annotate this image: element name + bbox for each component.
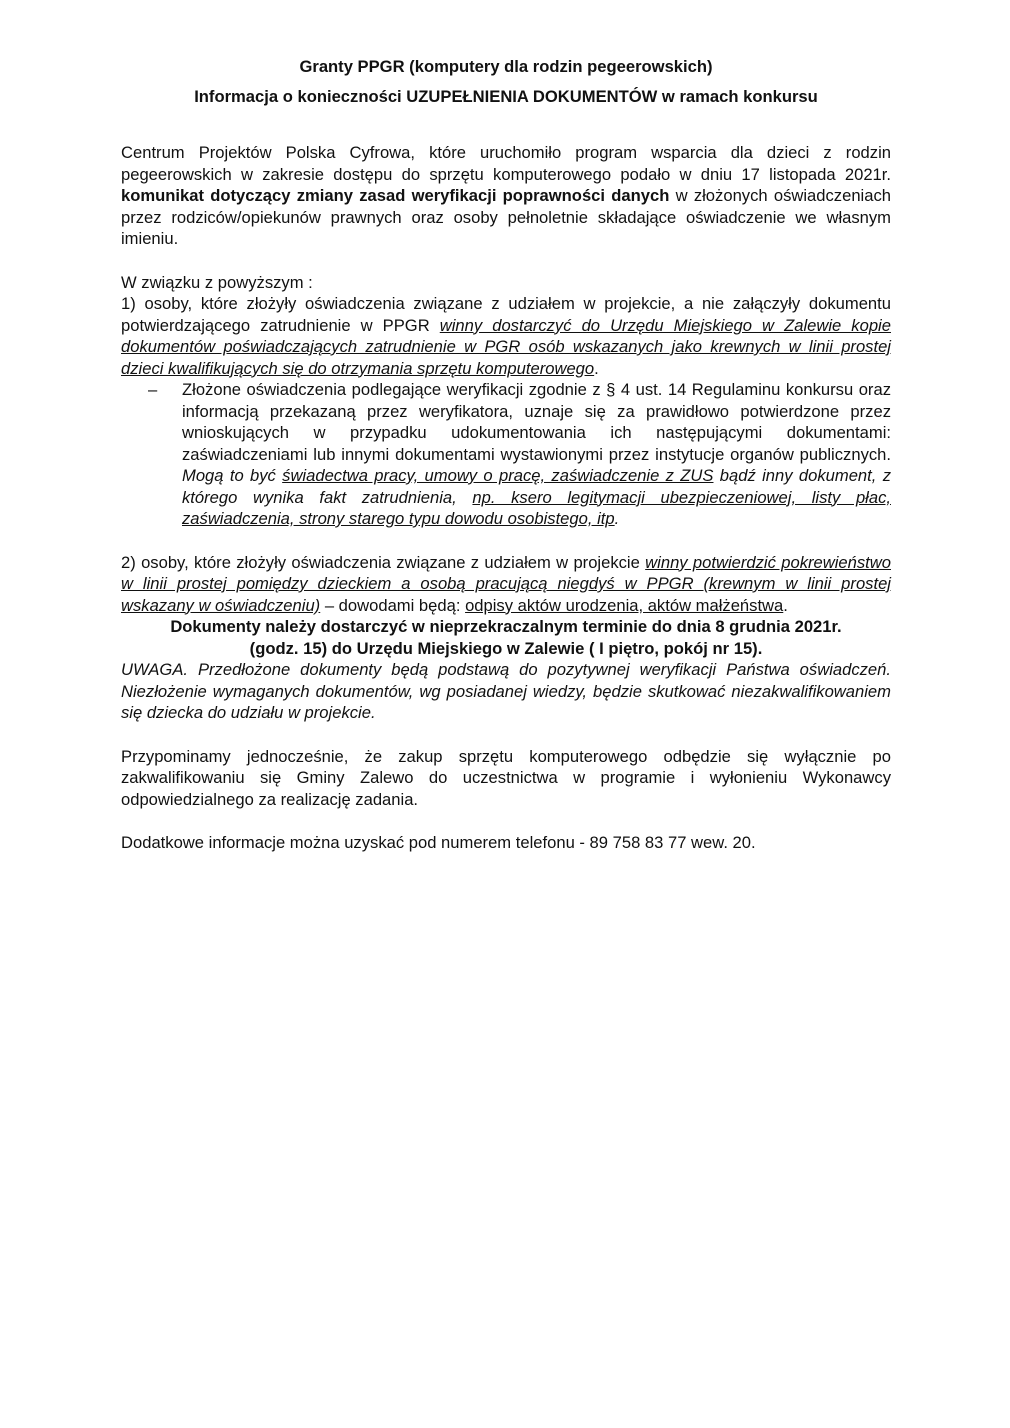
document-title: Granty PPGR (komputery dla rodzin pegeerowskich) <box>299 57 713 76</box>
reminder-paragraph: Przypominamy jednocześnie, że zakup sprzętu komputerowego odbędzie się wyłącznie po zakwalifikowaniu się Gminy Zalewo do uczestnictwa w programie i wyłonieniu Wykonawcy odpowiedzialnego za realizację zadania. <box>121 746 891 809</box>
point1-text-3: . <box>594 358 599 378</box>
contact-paragraph: Dodatkowe informacje można uzyskać pod numerem telefonu - 89 758 83 77 wew. 20. <box>121 833 756 852</box>
intro-paragraph <box>121 142 891 250</box>
bullet-text-6: . <box>614 509 620 528</box>
point1-paragraph <box>121 293 891 379</box>
bullet-text-1: Złożone oświadczenia podlegające weryfikacji zgodnie z § 4 ust. 14 Regulaminu konkursu oraz informacją przekazaną przez weryfikatora, uznaje się za prawidłowo potwierdzone przez wnioskujących w przypadku udokumentowania ich następującymi dokumentami: zaświadczeniami lub innymi dokumentami wystawionymi przez instytucje organów publicznych. <box>182 380 891 464</box>
bullet-text-4: bądź inny dokument, z którego wynika fakt zatrudnienia, <box>182 466 891 507</box>
intro-text-1: Centrum Projektów Polska Cyfrowa, które uruchomiło program wsparcia dla dzieci z rodzin pegeerowskich w zakresie dostępu do sprzętu komputerowego podało w dniu 17 listopada 2021r. <box>121 143 891 184</box>
bullet-text-2: Mogą to być <box>182 466 283 485</box>
point1-text-1: 1) osoby, które złożyły oświadczenia związane z udziałem w projekcie, a nie załączyły dokumentu potwierdzającego zatrudnienie w PPGR <box>121 294 891 335</box>
point2-paragraph <box>121 552 891 617</box>
point1-lead: W związku z powyższym : <box>121 272 313 292</box>
deadline-line-1: Dokumenty należy dostarczyć w nieprzekraczalnym terminie do dnia 8 grudnia 2021r. <box>170 617 842 636</box>
document-content <box>121 56 891 854</box>
intro-bold-announcement: komunikat dotyczący zmiany zasad weryfikacji poprawności danych <box>121 186 670 205</box>
point1-requirement: winny dostarczyć do Urzędu Miejskiego w Zalewie kopie dokumentów poświadczających zatrudnienie w PGR osób wskazanych jako krewnych w linii prostej dzieci kwalifikujących się do otrzymania sprzętu komputerowego <box>121 315 891 378</box>
intro-text-3: w złożonych oświadczeniach przez rodziców/opiekunów prawnych oraz osoby pełnoletnie składające oświadczenie we własnym imieniu. <box>121 186 892 248</box>
point2-requirement: winny potwierdzić pokrewieństwo w linii prostej pomiędzy dzieckiem a osobą pracującą niegdyś w PPGR (krewnym w linii prostej wskazany w oświadczeniu) <box>121 552 891 615</box>
warning-paragraph: UWAGA. Przedłożone dokumenty będą podstawą do pozytywnej weryfikacji Państwa oświadczeń. Niezłożenie wymaganych dokumentów, wg posiadanej wiedzy, będzie skutkować niezakwalifikowaniem się dziecka do udziału w projekcie. <box>121 660 891 722</box>
point2-text-1: 2) osoby, które złożyły oświadczenia związane z udziałem w projekcie <box>121 552 646 572</box>
bullet-examples: np. ksero legitymacji ubezpieczeniowej, listy płac, zaświadczenia, strony starego typu dowodu osobistego, itp <box>182 487 891 528</box>
bullet-dash: – <box>148 380 158 399</box>
point2-evidence: odpisy aktów urodzenia, aktów małżeństwa <box>465 595 784 615</box>
document-subtitle: Informacja o konieczności UZUPEŁNIENIA DOKUMENTÓW w ramach konkursu <box>194 87 818 106</box>
point2-text-3: – dowodami będą: <box>320 595 466 615</box>
point2-text-5: . <box>783 595 788 615</box>
deadline-line-2: (godz. 15) do Urzędu Miejskiego w Zalewie ( I piętro, pokój nr 15). <box>249 638 763 658</box>
bullet-item <box>121 379 891 530</box>
bullet-documents-list: świadectwa pracy, umowy o pracę, zaświadczenie z ZUS <box>282 466 714 485</box>
